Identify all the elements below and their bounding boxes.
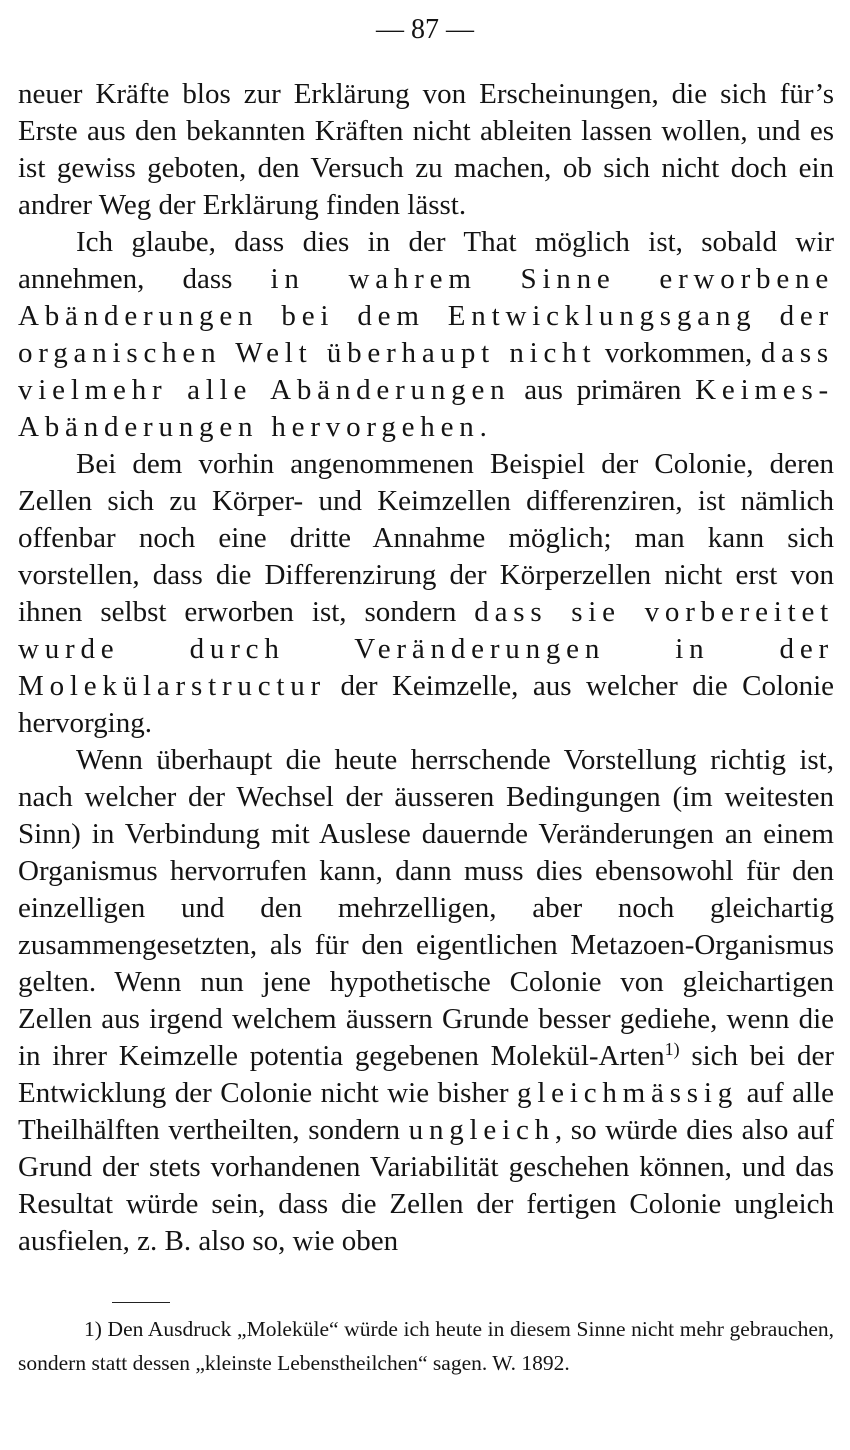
- footnote-text: Den Ausdruck „Moleküle“ würde ich heute in diesem Sinne nicht mehr gebrauchen, sondern statt dessen „kleinste Lebenstheilchen“ sagen. W. 1892.: [18, 1317, 834, 1375]
- text-segment: sich bei der Entwicklung der Colonie nicht wie bisher: [18, 1040, 834, 1109]
- text-segment: Bei dem vorhin angenommenen Beispiel der Colonie, deren Zellen sich zu Körper- und Keimzellen differenziren, ist nämlich offenbar noch eine dritte Annahme möglich; man kann sich vorstellen, dass die Differenzirung der Körperzellen nicht erst von ihnen selbst erworben ist, sondern: [18, 448, 834, 628]
- footnote-divider: [112, 1302, 170, 1303]
- paragraph-3: [18, 446, 834, 742]
- text-segment: auf alle Theilhälften vertheilten, sondern: [18, 1077, 834, 1146]
- spaced-emphasis: ungleich: [408, 1114, 555, 1146]
- spaced-emphasis: dass vielmehr alle Abänderungen: [18, 337, 834, 406]
- text-segment: der Keimzelle, aus welcher die Colonie hervorging.: [18, 670, 834, 739]
- paragraph-2: [18, 224, 834, 446]
- text-segment: neuer Kräfte blos zur Erklärung von Erscheinungen, die sich für’s Erste aus den bekannten Kräften nicht ableiten lassen wollen, und es ist gewiss geboten, den Versuch zu machen, ob sich nicht doch ein andrer Weg der Erklärung finden lässt.: [18, 78, 834, 221]
- footnote-reference: 1): [664, 1039, 680, 1060]
- text-segment: vorkommen,: [596, 337, 761, 369]
- main-text: [18, 76, 834, 1260]
- text-segment: aus primären: [510, 374, 696, 406]
- page-number: — 87 —: [376, 14, 474, 45]
- text-segment: Ich glaube, dass dies in der That möglich ist, sobald wir annehmen, dass: [18, 226, 834, 295]
- spaced-emphasis: gleichmässig: [517, 1077, 739, 1109]
- spaced-emphasis: Keimes-Abänderungen hervorgehen.: [18, 374, 834, 443]
- footnote: [18, 1312, 834, 1380]
- spaced-emphasis: in wahrem Sinne erworbene Abänderungen bei dem Entwicklungsgang der organischen Welt überhaupt nicht: [18, 263, 834, 369]
- paragraph-1: [18, 76, 834, 224]
- footnote-marker: 1): [84, 1317, 102, 1341]
- spaced-emphasis: dass sie vorbereitet wurde durch Veränderungen in der Molekülarstructur: [18, 596, 834, 702]
- text-segment: Wenn überhaupt die heute herrschende Vorstellung richtig ist, nach welcher der Wechsel der äusseren Bedingungen (im weitesten Sinn) in Verbindung mit Auslese dauernde Veränderungen an einem Organismus hervorrufen kann, dann muss dies ebensowohl für den einzelligen und den mehrzelligen, aber noch gleichartig zusammengesetzten, als für den eigentlichen Metazoen-Organismus gelten. Wenn nun jene hypothetische Colonie von gleichartigen Zellen aus irgend welchem äussern Grunde besser gediehe, wenn die in ihrer Keimzelle potentia gegebenen Molekül-Arten: [18, 744, 834, 1072]
- text-segment: , so würde dies also auf Grund der stets vorhandenen Variabilität geschehen können, und das Resultat würde sein, dass die Zellen der fertigen Colonie ungleich ausfielen, z. B. also so, wie oben: [18, 1114, 835, 1257]
- paragraph-4: [18, 742, 834, 1260]
